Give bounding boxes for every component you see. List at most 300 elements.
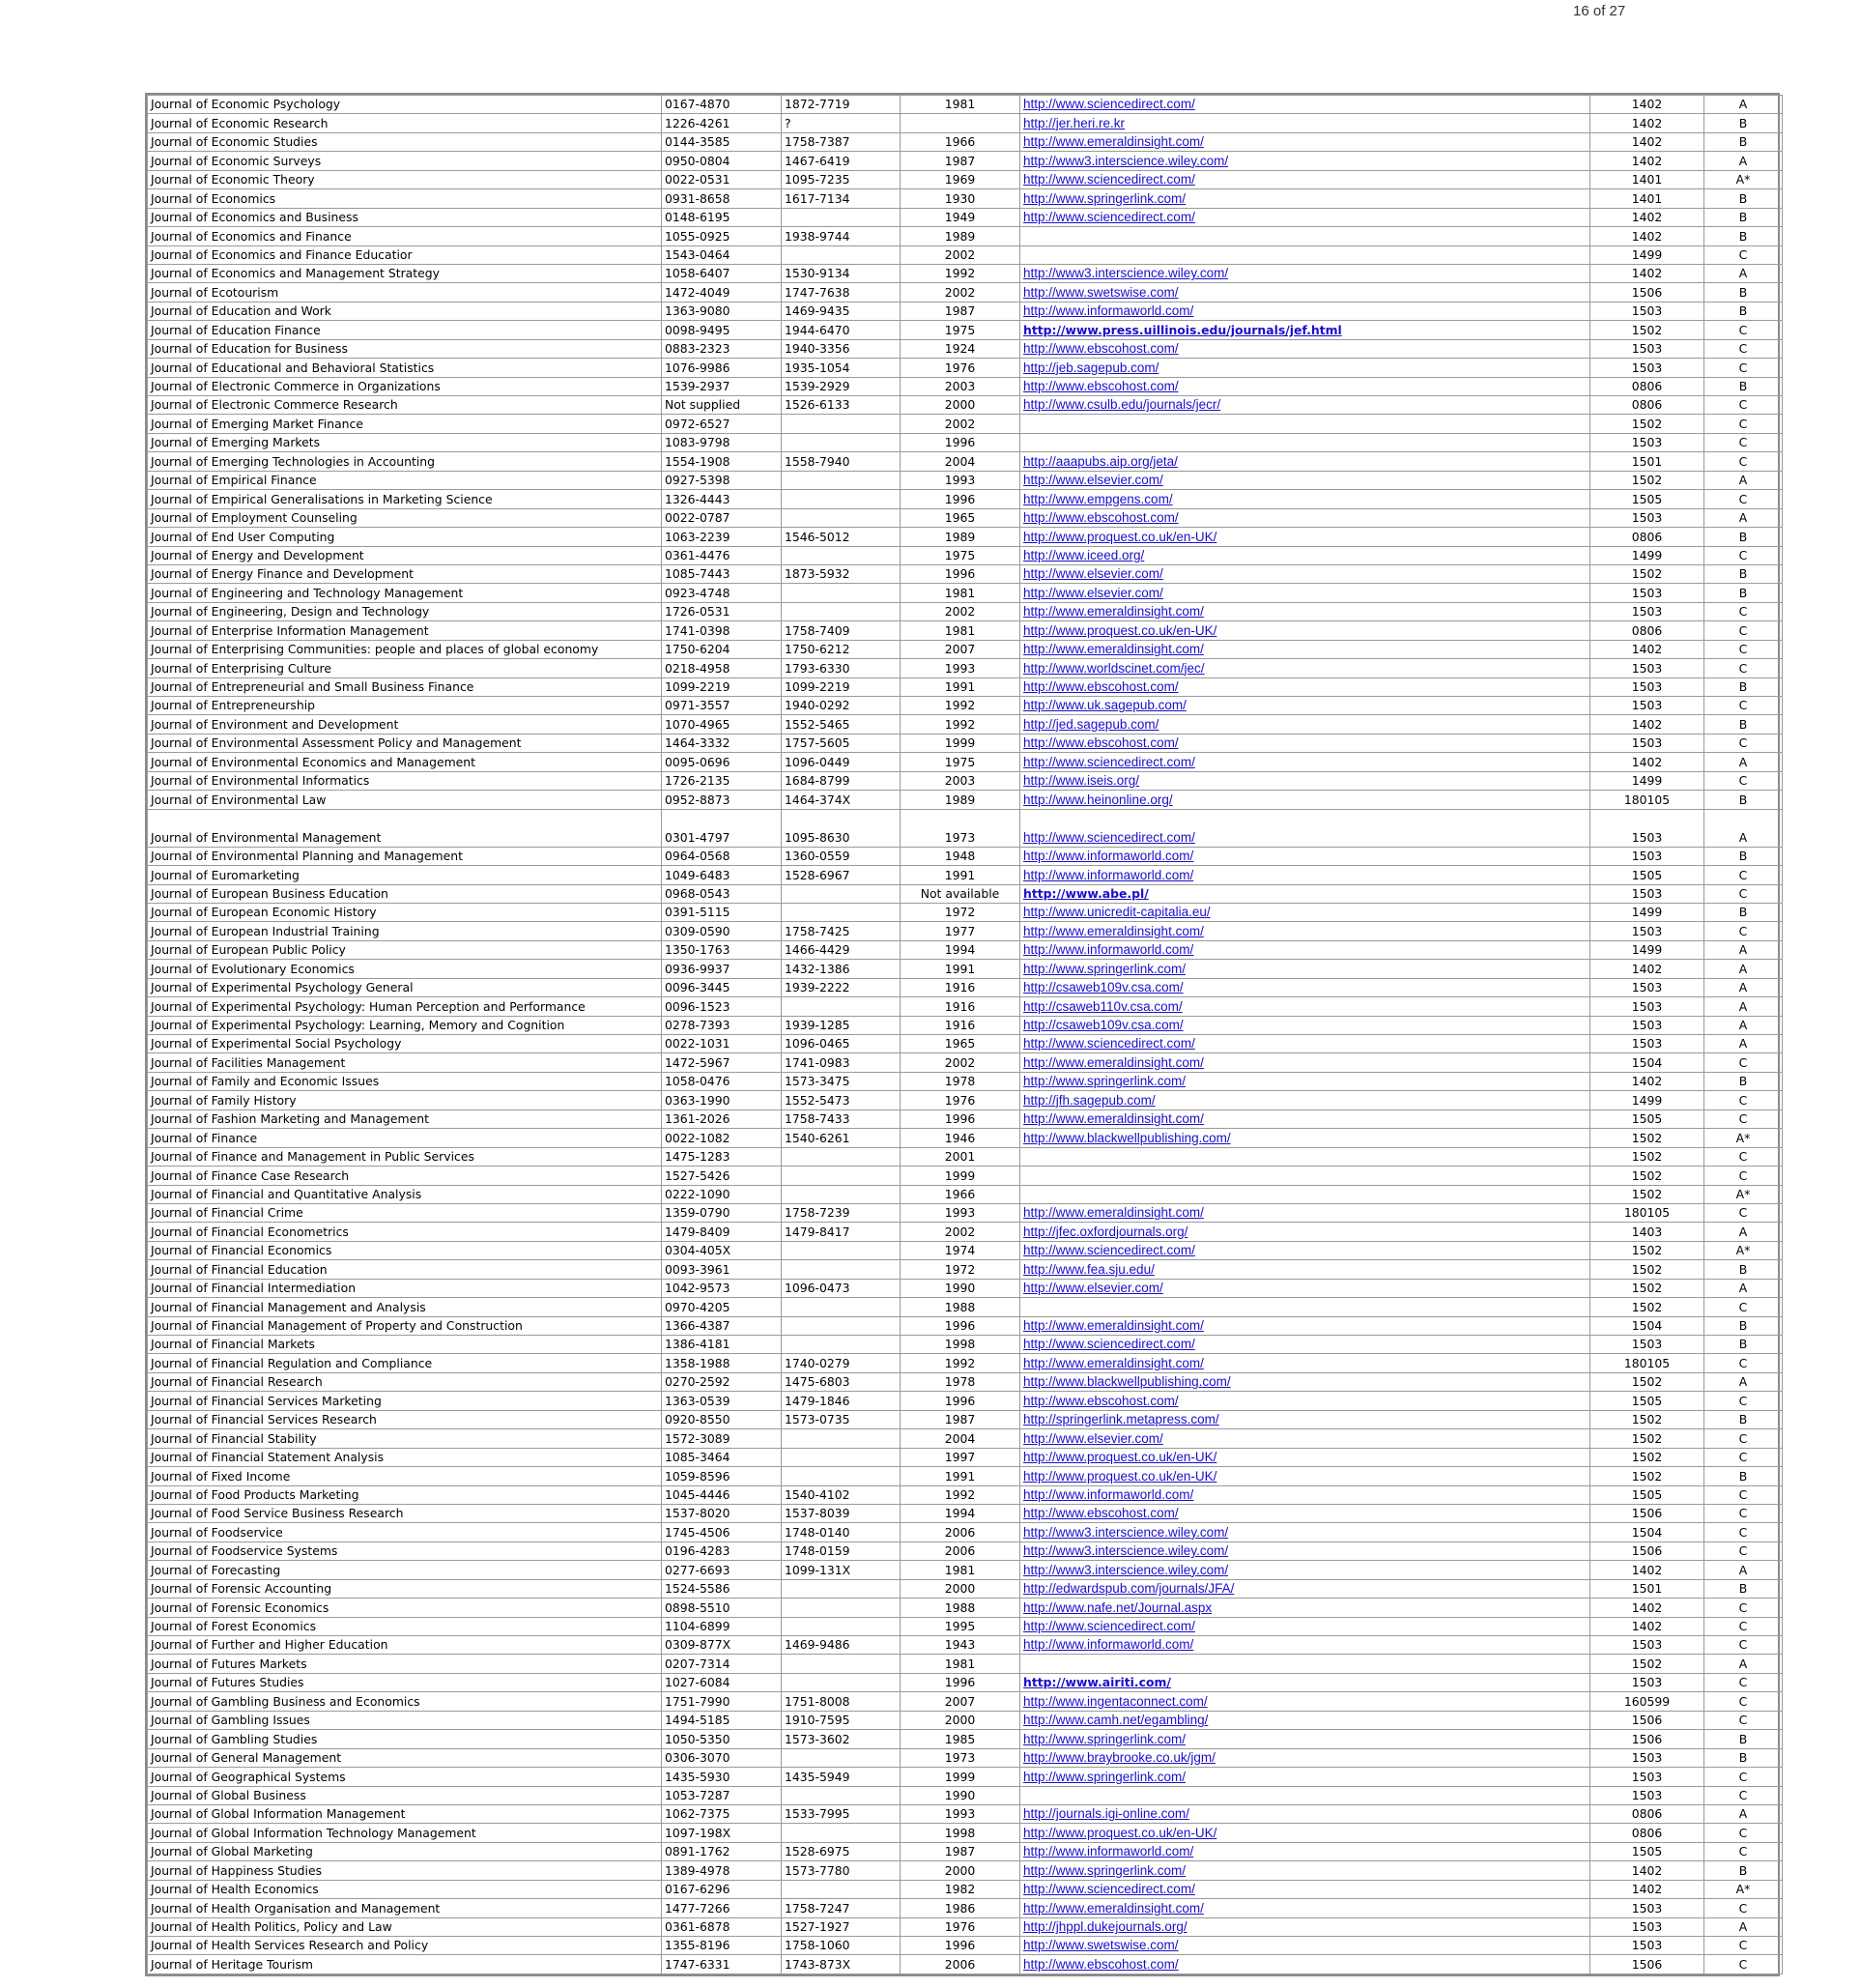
year-cell: 1974 [901,1241,1020,1259]
journal-url-link[interactable]: http://csaweb109v.csa.com/ [1023,980,1184,995]
journal-name-cell: Journal of Fixed Income [148,1467,662,1485]
journal-name-cell: Journal of Financial Intermediation [148,1279,662,1297]
journal-url-link[interactable]: http://www.sciencedirect.com/ [1023,829,1195,845]
journal-url-link[interactable]: http://journals.igi-online.com/ [1023,1806,1189,1822]
year-cell: 1988 [901,1599,1020,1617]
journal-url-link[interactable]: http://www.proquest.co.uk/en-UK/ [1023,1825,1217,1840]
url-cell[interactable] [1020,1955,1590,1974]
url-cell[interactable] [1020,1109,1590,1128]
journal-url-link[interactable]: http://www.swetswise.com/ [1023,284,1179,300]
url-cell[interactable] [1020,1636,1590,1655]
url-cell[interactable] [1020,132,1590,151]
journal-url-link[interactable]: http://www.proquest.co.uk/en-UK/ [1023,622,1217,638]
url-cell[interactable] [1020,1241,1590,1259]
url-cell[interactable] [1020,715,1590,734]
journal-name-cell: Journal of European Economic History [148,903,662,921]
rank-cell: C [1704,1203,1783,1222]
url-cell[interactable] [1020,866,1590,884]
journal-name-cell: Journal of Entrepreneurship [148,697,662,715]
url-cell[interactable] [1020,1316,1590,1335]
url-cell[interactable] [1020,359,1590,377]
url-cell[interactable] [1020,640,1590,658]
journal-url-link[interactable]: http://www.heinonline.org/ [1023,792,1173,807]
url-cell [1020,1655,1590,1673]
table-row [148,452,1783,471]
url-cell[interactable] [1020,1467,1590,1485]
eissn-cell [782,884,901,903]
eissn-cell: 1530-9134 [782,264,901,282]
journal-url-link[interactable]: http://www.emeraldinsight.com/ [1023,923,1204,938]
url-cell[interactable] [1020,189,1590,208]
for-code-cell: 1506 [1590,1711,1704,1729]
year-cell: 2002 [901,1053,1020,1072]
url-cell[interactable] [1020,1203,1590,1222]
url-cell[interactable] [1020,997,1590,1016]
rank-cell: A [1704,1279,1783,1297]
url-cell[interactable] [1020,1673,1590,1691]
journal-url-link[interactable]: http://www.springerlink.com/ [1023,1074,1187,1089]
url-cell[interactable] [1020,1260,1590,1279]
url-cell[interactable] [1020,528,1590,546]
url-cell[interactable] [1020,847,1590,865]
eissn-cell [782,1617,901,1635]
journal-url-link[interactable]: http://www.emeraldinsight.com/ [1023,1900,1204,1916]
eissn-cell: 1758-7247 [782,1899,901,1917]
url-cell[interactable] [1020,1372,1590,1391]
journal-url-link[interactable]: http://www.emeraldinsight.com/ [1023,134,1204,150]
rank-cell: A [1704,508,1783,527]
year-cell: 2004 [901,452,1020,471]
journal-url-link[interactable]: http://www.elsevier.com/ [1023,566,1163,582]
journal-url-link[interactable]: http://jeb.sagepub.com/ [1023,360,1159,375]
url-cell[interactable] [1020,697,1590,715]
url-cell[interactable] [1020,490,1590,508]
journal-url-link[interactable]: http://www.emeraldinsight.com/ [1023,1355,1204,1370]
url-cell[interactable] [1020,940,1590,959]
journal-url-link[interactable]: http://www.sciencedirect.com/ [1023,210,1195,225]
for-code-cell: 1499 [1590,903,1704,921]
journal-url-link[interactable]: http://www.emeraldinsight.com/ [1023,604,1204,619]
journal-url-link[interactable]: http://www.nafe.net/Journal.aspx [1023,1599,1213,1615]
journal-name-cell: Journal of End User Computing [148,528,662,546]
journal-url-link[interactable]: http://www.swetswise.com/ [1023,1938,1179,1953]
journal-url-link[interactable]: http://www.ebscohost.com/ [1023,379,1179,393]
journal-url-link[interactable]: http://csaweb109v.csa.com/ [1023,1018,1184,1032]
issn-cell: 0950-0804 [662,152,782,170]
url-cell[interactable] [1020,734,1590,752]
issn-cell: 1572-3089 [662,1429,782,1448]
url-cell[interactable] [1020,791,1590,809]
issn-cell: 1537-8020 [662,1504,782,1522]
rank-cell: B [1704,715,1783,734]
year-cell: 1997 [901,1448,1020,1466]
url-cell[interactable] [1020,377,1590,395]
rank-cell: B [1704,1336,1783,1354]
year-cell: 1976 [901,359,1020,377]
journal-url-link[interactable]: http://www.ebscohost.com/ [1023,1393,1179,1408]
journal-url-link[interactable]: http://edwardspub.com/journals/JFA/ [1023,1581,1235,1597]
journal-url-link[interactable]: http://www.sciencedirect.com/ [1023,97,1195,112]
url-cell[interactable] [1020,170,1590,188]
journal-url-link[interactable]: http://www.ebscohost.com/ [1023,341,1179,357]
journal-name-cell: Journal of Forest Economics [148,1617,662,1635]
for-code-cell: 1505 [1590,1109,1704,1128]
url-cell[interactable] [1020,1336,1590,1354]
journal-url-link[interactable]: http://www3.interscience.wiley.com/ [1023,1543,1229,1559]
url-cell[interactable] [1020,1824,1590,1842]
eissn-cell [782,1786,901,1804]
url-cell[interactable] [1020,677,1590,696]
url-cell[interactable] [1020,1279,1590,1297]
eissn-cell [782,1599,901,1617]
journal-url-link[interactable]: http://www.empgens.com/ [1023,491,1173,506]
for-code-cell: 1402 [1590,1072,1704,1090]
year-cell: 1992 [901,1354,1020,1372]
rank-cell: B [1704,1579,1783,1598]
url-cell[interactable] [1020,753,1590,771]
journal-url-link[interactable]: http://www.ebscohost.com/ [1023,679,1179,694]
journal-name-cell: Journal of Emerging Technologies in Accounting [148,452,662,471]
year-cell: 1943 [901,1636,1020,1655]
url-cell[interactable] [1020,584,1590,602]
journal-url-link[interactable]: http://www.sciencedirect.com/ [1023,1337,1195,1352]
url-cell[interactable] [1020,1504,1590,1522]
url-cell[interactable] [1020,452,1590,471]
url-cell[interactable] [1020,1579,1590,1598]
url-cell[interactable] [1020,1842,1590,1860]
journal-url-link[interactable]: http://www.uk.sagepub.com/ [1023,698,1187,713]
journal-url-link[interactable]: http://springerlink.metapress.com/ [1023,1412,1219,1427]
rank-cell: B [1704,584,1783,602]
year-cell: 1994 [901,1504,1020,1522]
table-row [148,152,1783,170]
journal-name-cell: Journal of Health Economics [148,1880,662,1898]
eissn-cell: 1758-7425 [782,922,901,940]
url-cell[interactable] [1020,283,1590,302]
eissn-cell: 1747-7638 [782,283,901,302]
table-row [148,791,1783,809]
url-cell[interactable] [1020,152,1590,170]
url-cell[interactable] [1020,978,1590,996]
url-cell[interactable] [1020,884,1590,903]
issn-cell: 0964-0568 [662,847,782,865]
journal-url-link[interactable]: http://www.proquest.co.uk/en-UK/ [1023,1450,1217,1465]
journal-url-link[interactable]: http://www.springerlink.com/ [1023,1862,1187,1878]
url-cell[interactable] [1020,302,1590,320]
url-cell[interactable] [1020,1392,1590,1410]
for-code-cell: 0806 [1590,1804,1704,1823]
year-cell: 1992 [901,697,1020,715]
journal-url-link[interactable]: http://www.sciencedirect.com/ [1023,754,1195,769]
issn-cell: 1554-1908 [662,452,782,471]
url-cell[interactable] [1020,1129,1590,1147]
journal-url-link[interactable]: http://www.ebscohost.com/ [1023,735,1179,751]
journal-url-link[interactable]: http://www.informaworld.com/ [1023,849,1194,864]
table-row [148,1579,1783,1598]
eissn-cell: 1558-7940 [782,452,901,471]
journal-name-cell: Journal of Facilities Management [148,1053,662,1072]
for-code-cell: 0806 [1590,377,1704,395]
eissn-cell: 1757-5605 [782,734,901,752]
eissn-cell: ? [782,114,901,132]
journal-url-link[interactable]: http://www.sciencedirect.com/ [1023,1619,1195,1633]
journal-url-link[interactable]: http://www.emeraldinsight.com/ [1023,1054,1204,1070]
journal-url-link[interactable]: http://www.springerlink.com/ [1023,1731,1187,1746]
journal-url-link[interactable]: http://www.camh.net/egambling/ [1023,1713,1209,1728]
journal-url-link[interactable]: http://www.springerlink.com/ [1023,961,1187,976]
for-code-cell: 1499 [1590,940,1704,959]
url-cell[interactable] [1020,1016,1590,1034]
url-cell[interactable] [1020,621,1590,640]
journal-url-link[interactable]: http://www.informaworld.com/ [1023,1844,1194,1859]
journal-name-cell: Journal of Further and Higher Education [148,1636,662,1655]
table-row [148,546,1783,564]
journal-name-cell: Journal of Economic Theory [148,170,662,188]
journal-url-link[interactable]: http://www.emeraldinsight.com/ [1023,1111,1204,1127]
issn-cell: 0363-1990 [662,1091,782,1109]
issn-cell: 0968-0543 [662,884,782,903]
journal-url-link[interactable]: http://www3.interscience.wiley.com/ [1023,1524,1229,1540]
journal-url-link[interactable]: http://www.ebscohost.com/ [1023,510,1179,526]
issn-cell: 0306-3070 [662,1748,782,1767]
url-cell[interactable] [1020,1485,1590,1504]
url-cell[interactable] [1020,903,1590,921]
url-cell [1020,1786,1590,1804]
issn-cell: 1524-5586 [662,1579,782,1598]
issn-cell: 0391-5115 [662,903,782,921]
table-row [148,1072,1783,1090]
url-cell[interactable] [1020,321,1590,339]
journal-url-link[interactable]: http://www.proquest.co.uk/en-UK/ [1023,1468,1217,1484]
url-cell[interactable] [1020,208,1590,226]
journal-url-link[interactable]: http://www.elsevier.com/ [1023,1281,1163,1296]
journal-url-link[interactable]: http://www.fea.sju.edu/ [1023,1261,1155,1277]
table-row [148,960,1783,978]
url-cell[interactable] [1020,1223,1590,1241]
url-cell[interactable] [1020,1523,1590,1541]
journal-url-link[interactable]: http://www.braybrooke.co.uk/jgm/ [1023,1750,1216,1766]
url-cell[interactable] [1020,1692,1590,1711]
year-cell: 2002 [901,245,1020,264]
journal-url-link[interactable]: http://www.informaworld.com/ [1023,867,1194,882]
url-cell[interactable] [1020,264,1590,282]
journal-url-link[interactable]: http://www3.interscience.wiley.com/ [1023,266,1229,281]
eissn-cell: 1748-0159 [782,1541,901,1560]
journal-url-link[interactable]: http://www.ingentaconnect.com/ [1023,1693,1208,1709]
rank-cell: B [1704,132,1783,151]
url-cell[interactable] [1020,602,1590,620]
url-cell[interactable] [1020,1035,1590,1053]
for-code-cell: 1502 [1590,1429,1704,1448]
year-cell: 1992 [901,715,1020,734]
url-cell[interactable] [1020,922,1590,940]
journal-name-cell: Journal of European Industrial Training [148,922,662,940]
journal-url-link[interactable]: http://www.airiti.com/ [1023,1675,1171,1690]
eissn-cell [782,1429,901,1448]
year-cell: 1978 [901,1372,1020,1391]
url-cell[interactable] [1020,1937,1590,1955]
rank-cell: C [1704,1354,1783,1372]
rank-cell: C [1704,922,1783,940]
journal-url-link[interactable]: http://jfh.sagepub.com/ [1023,1092,1156,1108]
journal-name-cell: Journal of Foodservice Systems [148,1541,662,1560]
url-cell[interactable] [1020,1072,1590,1090]
journal-url-link[interactable]: http://www.abe.pl/ [1023,885,1149,901]
issn-cell: 0891-1762 [662,1842,782,1860]
journal-url-link[interactable]: http://www.sciencedirect.com/ [1023,1882,1195,1897]
issn-cell: 0970-4205 [662,1298,782,1316]
for-code-cell: 1505 [1590,490,1704,508]
journal-url-link[interactable]: http://www.iceed.org/ [1023,547,1145,562]
journal-url-link[interactable]: http://www.sciencedirect.com/ [1023,172,1195,187]
journal-url-link[interactable]: http://www.emeraldinsight.com/ [1023,1205,1204,1221]
url-cell[interactable] [1020,1617,1590,1635]
year-cell: 1992 [901,264,1020,282]
issn-cell: 0022-0531 [662,170,782,188]
table-row [148,1842,1783,1860]
url-cell[interactable] [1020,1410,1590,1428]
journal-url-link[interactable]: http://www.informaworld.com/ [1023,1486,1194,1502]
eissn-cell: 1095-7235 [782,170,901,188]
url-cell[interactable] [1020,1599,1590,1617]
issn-cell: 0971-3557 [662,697,782,715]
year-cell: 2002 [901,602,1020,620]
url-cell[interactable] [1020,1768,1590,1786]
journal-url-link[interactable]: http://www.blackwellpublishing.com/ [1023,1374,1231,1390]
url-cell[interactable] [1020,1053,1590,1072]
url-cell[interactable] [1020,1730,1590,1748]
journal-url-link[interactable]: http://www3.interscience.wiley.com/ [1023,153,1229,168]
journal-url-link[interactable]: http://jfec.oxfordjournals.org/ [1023,1224,1188,1239]
url-cell[interactable] [1020,1804,1590,1823]
journal-url-link[interactable]: http://www.sciencedirect.com/ [1023,1036,1195,1052]
journal-url-link[interactable]: http://www.ebscohost.com/ [1023,1506,1179,1521]
journal-url-link[interactable]: http://www.ebscohost.com/ [1023,1956,1179,1972]
for-code-cell: 1502 [1590,415,1704,433]
rank-cell: A [1704,753,1783,771]
eissn-cell [782,602,901,620]
url-cell[interactable] [1020,1880,1590,1898]
issn-cell: 0278-7393 [662,1016,782,1034]
url-cell[interactable] [1020,960,1590,978]
journal-url-link[interactable]: http://www.blackwellpublishing.com/ [1023,1130,1231,1145]
issn-cell: 0301-4797 [662,809,782,847]
url-cell[interactable] [1020,1561,1590,1579]
journal-name-cell: Journal of Experimental Psychology: Human Perception and Performance [148,997,662,1016]
url-cell[interactable] [1020,508,1590,527]
journal-url-link[interactable]: http://www.press.uillinois.edu/journals/jef.html [1023,322,1342,337]
journal-url-link[interactable]: http://www.elsevier.com/ [1023,473,1163,488]
for-code-cell: 1503 [1590,734,1704,752]
for-code-cell: 0806 [1590,528,1704,546]
url-cell[interactable] [1020,1748,1590,1767]
for-code-cell: 1506 [1590,283,1704,302]
eissn-cell: 1479-8417 [782,1223,901,1241]
url-cell[interactable] [1020,771,1590,790]
url-cell[interactable] [1020,396,1590,415]
url-cell[interactable] [1020,96,1590,114]
journal-url-link[interactable]: http://www.proquest.co.uk/en-UK/ [1023,529,1217,544]
url-cell[interactable] [1020,1354,1590,1372]
journal-name-cell: Journal of Global Marketing [148,1842,662,1860]
journal-url-link[interactable]: http://www.elsevier.com/ [1023,1430,1163,1446]
journal-url-link[interactable]: http://www.informaworld.com/ [1023,942,1194,958]
journal-name-cell: Journal of Family and Economic Issues [148,1072,662,1090]
journal-url-link[interactable]: http://www3.interscience.wiley.com/ [1023,1562,1229,1577]
journal-url-link[interactable]: http://jed.sagepub.com/ [1023,716,1159,732]
year-cell: 1996 [901,564,1020,583]
url-cell[interactable] [1020,1448,1590,1466]
rank-cell: B [1704,1748,1783,1767]
table-row [148,1937,1783,1955]
for-code-cell: 1502 [1590,321,1704,339]
journal-url-link[interactable]: http://www.informaworld.com/ [1023,303,1194,319]
journal-url-link[interactable]: http://www.csulb.edu/journals/jecr/ [1023,397,1221,413]
for-code-cell: 1503 [1590,339,1704,358]
table-row [148,1786,1783,1804]
url-cell[interactable] [1020,1711,1590,1729]
eissn-cell: 1758-7239 [782,1203,901,1222]
url-cell[interactable] [1020,114,1590,132]
url-cell[interactable] [1020,1429,1590,1448]
journal-url-link[interactable]: http://www.emeraldinsight.com/ [1023,1318,1204,1333]
url-cell[interactable] [1020,1899,1590,1917]
journal-name-cell: Journal of Environmental Management [148,809,662,847]
url-cell[interactable] [1020,1541,1590,1560]
journal-url-link[interactable]: http://www.springerlink.com/ [1023,1769,1187,1784]
journal-url-link[interactable]: http://www.unicredit-capitalia.eu/ [1023,905,1211,920]
rank-cell: B [1704,677,1783,696]
eissn-cell [782,1673,901,1691]
journal-name-cell: Journal of Enterprising Communities: people and places of global economy [148,640,662,658]
journal-url-link[interactable]: http://www.springerlink.com/ [1023,190,1187,206]
eissn-cell: 1479-1846 [782,1392,901,1410]
rank-cell: B [1704,1410,1783,1428]
journal-url-link[interactable]: http://www.informaworld.com/ [1023,1637,1194,1653]
journal-name-cell: Journal of Fashion Marketing and Management [148,1109,662,1128]
eissn-cell: 1360-0559 [782,847,901,865]
url-cell[interactable] [1020,471,1590,489]
url-cell[interactable] [1020,546,1590,564]
year-cell: 1975 [901,546,1020,564]
journal-name-cell: Journal of Finance [148,1129,662,1147]
journal-url-link[interactable]: http://csaweb110v.csa.com/ [1023,998,1183,1014]
url-cell[interactable] [1020,659,1590,677]
for-code-cell: 1402 [1590,152,1704,170]
journal-url-link[interactable]: http://www.iseis.org/ [1023,773,1140,789]
url-cell[interactable] [1020,339,1590,358]
journal-url-link[interactable]: http://www.elsevier.com/ [1023,585,1163,600]
journal-url-link[interactable]: http://aaapubs.aip.org/jeta/ [1023,453,1178,469]
url-cell[interactable] [1020,809,1590,847]
eissn-cell: 1758-7409 [782,621,901,640]
url-cell[interactable] [1020,1091,1590,1109]
journal-url-link[interactable]: http://jhppl.dukejournals.org/ [1023,1919,1188,1934]
url-cell[interactable] [1020,1917,1590,1936]
rank-cell: B [1704,283,1783,302]
journal-url-link[interactable]: http://www.emeraldinsight.com/ [1023,642,1204,657]
for-code-cell: 1402 [1590,1561,1704,1579]
journal-url-link[interactable]: http://jer.heri.re.kr [1023,115,1126,130]
journal-name-cell: Journal of Energy and Development [148,546,662,564]
url-cell[interactable] [1020,1861,1590,1880]
year-cell: 1976 [901,1917,1020,1936]
url-cell[interactable] [1020,564,1590,583]
journal-url-link[interactable]: http://www.worldscinet.com/jec/ [1023,660,1205,676]
year-cell: 1996 [901,1392,1020,1410]
journal-url-link[interactable]: http://www.sciencedirect.com/ [1023,1243,1195,1258]
table-row [148,114,1783,132]
